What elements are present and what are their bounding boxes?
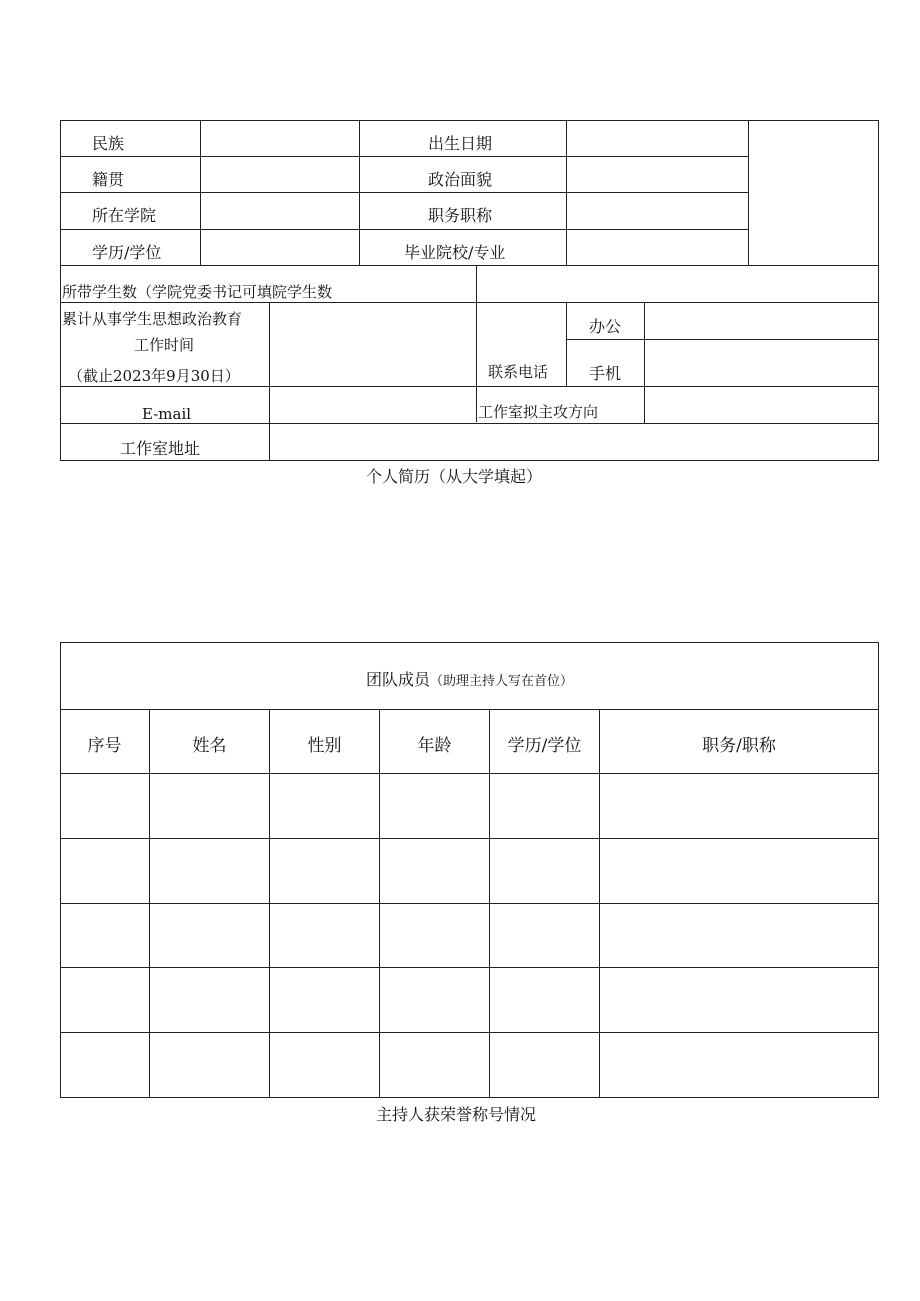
work-years-input[interactable] [270, 303, 476, 386]
ethnicity-input[interactable] [201, 121, 359, 156]
native-place-input[interactable] [201, 157, 359, 192]
table-row[interactable] [61, 1033, 878, 1097]
education-input[interactable] [201, 230, 359, 265]
email-label: E-mail [142, 405, 192, 423]
col-header-gender: 性别 [307, 736, 342, 756]
team-title-text: 团队成员 [365, 670, 430, 689]
mobile-label: 手机 [589, 364, 622, 383]
college-input[interactable] [201, 193, 359, 229]
birth-date-input[interactable] [567, 121, 748, 156]
team-table-title [60, 667, 879, 690]
table-border [60, 1097, 879, 1098]
address-input[interactable] [270, 424, 878, 460]
photo-cell[interactable] [749, 121, 878, 265]
team-title-note: （助理主持人写在首位） [430, 674, 574, 689]
table-row[interactable] [61, 774, 878, 838]
honors-caption: 主持人获荣誉称号情况 [376, 1105, 537, 1124]
birth-date-label: 出生日期 [428, 134, 493, 153]
col-header-education: 学历/学位 [507, 736, 582, 756]
native-place-label: 籍贯 [92, 170, 125, 189]
position-title-label: 职务职称 [428, 206, 493, 225]
email-input[interactable] [270, 387, 476, 423]
col-divider [359, 120, 360, 265]
basic-info-table [60, 120, 879, 460]
address-label: 工作室地址 [120, 439, 201, 458]
row-divider [60, 709, 879, 710]
table-row[interactable] [61, 968, 878, 1032]
direction-input[interactable] [645, 387, 878, 423]
ethnicity-label: 民族 [92, 134, 125, 153]
work-years-label-line3: （截止2023年9月30日） [68, 367, 240, 385]
table-row[interactable] [61, 904, 878, 967]
col-header-name: 姓名 [192, 736, 227, 756]
direction-label: 工作室拟主攻方向 [478, 403, 599, 421]
col-header-index: 序号 [87, 736, 122, 756]
resume-caption: 个人简历（从大学填起） [366, 467, 543, 486]
mobile-phone-input[interactable] [645, 340, 878, 386]
students-count-label: 所带学生数（学院党委书记可填院学生数 [62, 283, 333, 301]
graduate-school-label: 毕业院校/专业 [404, 243, 506, 262]
phone-label: 联系电话 [488, 363, 549, 381]
office-phone-input[interactable] [645, 303, 878, 339]
political-status-input[interactable] [567, 157, 748, 192]
table-border [878, 642, 879, 1098]
col-header-position: 职务/职称 [702, 736, 776, 756]
work-years-label-line2: 工作时间 [134, 336, 195, 354]
table-border [878, 120, 879, 461]
col-header-age: 年龄 [417, 736, 452, 756]
team-members-table [60, 642, 879, 1098]
table-row[interactable] [61, 839, 878, 903]
table-border [60, 460, 879, 461]
education-label: 学历/学位 [92, 243, 162, 262]
table-border [60, 642, 879, 643]
college-label: 所在学院 [92, 206, 157, 225]
position-title-input[interactable] [567, 193, 748, 229]
col-divider [566, 302, 567, 386]
graduate-school-input[interactable] [567, 230, 748, 265]
office-label: 办公 [589, 317, 622, 336]
work-years-label-line1: 累计从事学生思想政治教育 [62, 310, 243, 328]
students-count-input[interactable] [477, 266, 878, 302]
table-border [60, 120, 61, 461]
political-status-label: 政治面貌 [428, 170, 493, 189]
